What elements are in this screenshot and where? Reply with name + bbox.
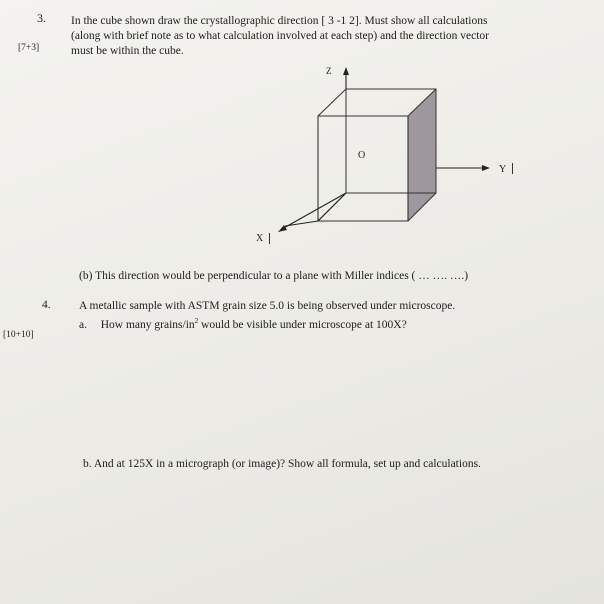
part-a-text-start: How many grains/in [100, 318, 195, 331]
z-axis-arrowhead [343, 67, 349, 75]
question-4-number: 4. [42, 299, 51, 311]
x-axis-label: X [256, 233, 264, 244]
origin-label: O [358, 150, 366, 161]
part-a-text-end: would be visible under microscope at 100X? [198, 318, 407, 331]
question-3-text-line-3: must be within the cube. [71, 45, 184, 57]
cube-front-face [318, 116, 408, 221]
question-3-marks: [7+3] [18, 43, 40, 53]
part-a-letter: a. [79, 318, 87, 331]
x-axis [285, 221, 318, 226]
question-3-part-b: (b) This direction would be perpendicular to a plane with Miller indices ( … …. ….) [79, 270, 469, 282]
question-3-text-line-1: In the cube shown draw the crystallographic direction [ 3 -1 2]. Must show all calculations [71, 15, 488, 27]
part-a-superscript: 2 [194, 317, 199, 325]
y-axis-arrowhead [482, 165, 490, 171]
y-axis-mark [512, 163, 513, 174]
y-axis-label: Y [499, 164, 507, 175]
question-4-marks: [10+10] [3, 330, 34, 340]
question-3-text-line-2: (along with brief note as to what calculation involved at each step) and the direction vector [71, 30, 490, 42]
question-4-text: A metallic sample with ASTM grain size 5.0 is being observed under microscope. [79, 300, 456, 312]
question-4-part-b: b. And at 125X in a micrograph (or image)? Show all formula, set up and calculations. [83, 458, 481, 470]
question-4-part-a [79, 315, 407, 332]
z-axis-label: Z [326, 66, 332, 76]
question-3-number: 3. [37, 11, 46, 25]
cube-edge [318, 89, 346, 116]
shaded-cube-face [408, 89, 436, 221]
x-axis-extension [282, 193, 346, 229]
x-axis-mark [269, 233, 270, 244]
